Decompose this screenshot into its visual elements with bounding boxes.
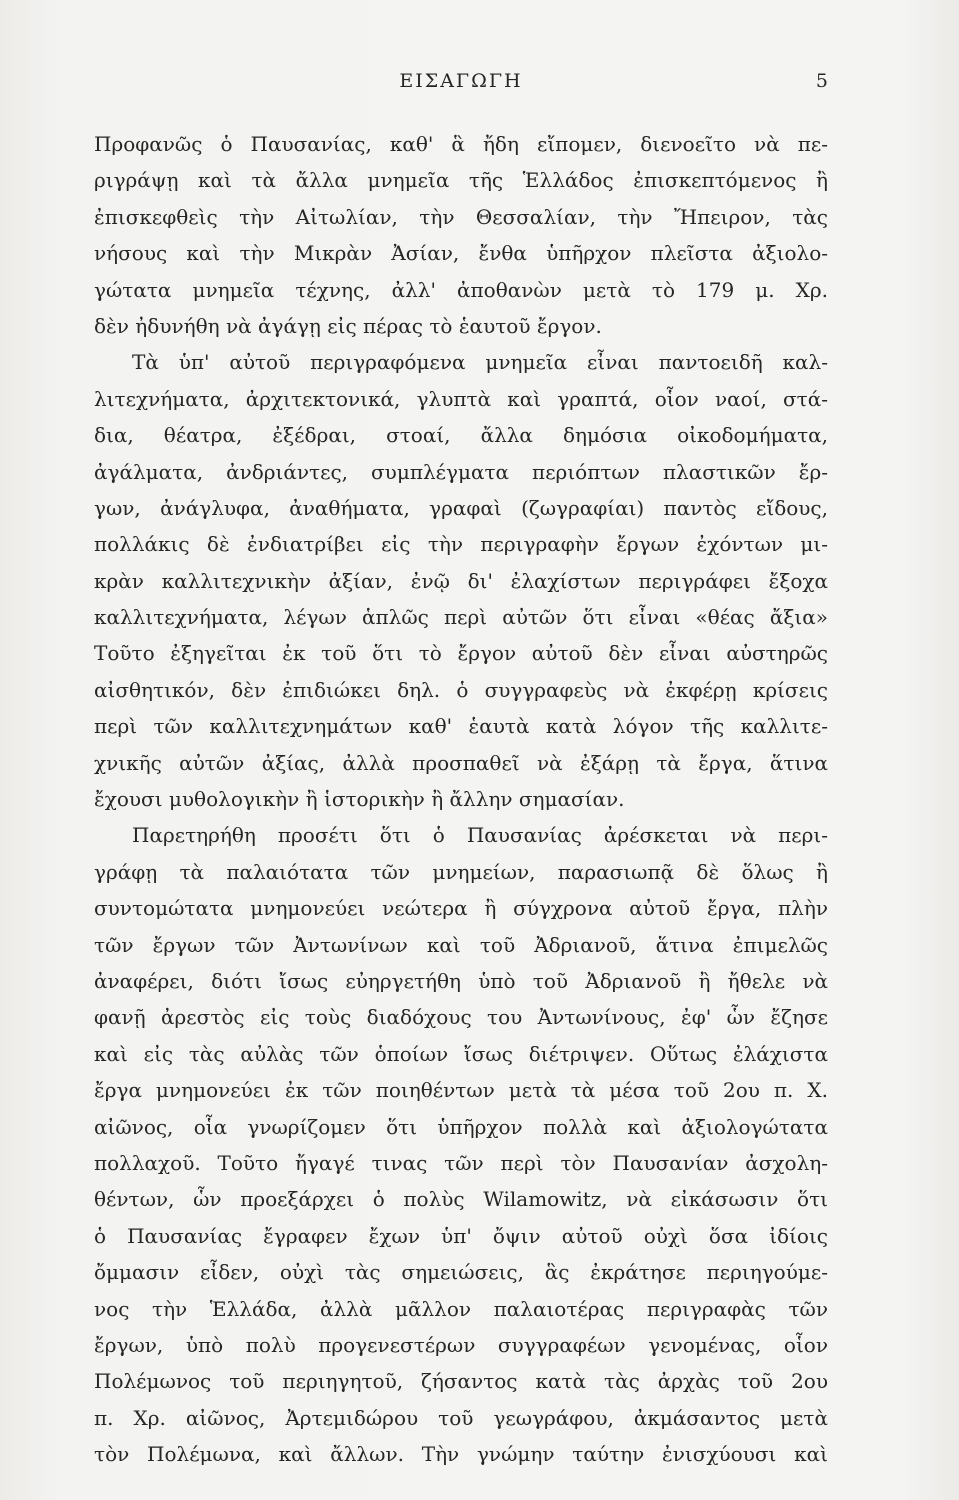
text-line: ἀναφέρει, διότι ἴσως εὐηργετήθη ὑπὸ τοῦ Ἀδριανοῦ ἢ ἤθελε νὰ	[94, 968, 828, 993]
text-line: Παρετηρήθη προσέτι ὅτι ὁ Παυσανίας ἀρέσκεται νὰ περι-	[132, 823, 828, 848]
text-line: αἰσθητικόν, δὲν ἐπιδιώκει δηλ. ὁ συγγραφεὺς νὰ ἐκφέρῃ κρίσεις	[94, 677, 828, 702]
text-line: περὶ τῶν καλλιτεχνημάτων καθ' ἑαυτὰ κατὰ λόγον τῆς καλλιτε-	[94, 714, 828, 739]
text-line: γράφῃ τὰ παλαιότατα τῶν μνημείων, παρασιωπᾷ δὲ ὅλως ἢ	[94, 859, 828, 884]
text-line: τὸν Πολέμωνα, καὶ ἄλλων. Τὴν γνώμην ταύτην ἐνισχύουσι καὶ	[94, 1442, 828, 1467]
body-text	[94, 126, 828, 1472]
text-line: Τὰ ὑπ' αὐτοῦ περιγραφόμενα μνημεῖα εἶναι παντοειδῆ καλ-	[132, 350, 828, 375]
text-line: κρὰν καλλιτεχνικὴν ἀξίαν, ἐνῷ δι' ἐλαχίστων περιγράφει ἔξοχα	[94, 568, 828, 593]
page-number: 5	[815, 70, 828, 92]
text-line: ὁ Παυσανίας ἔγραφεν ἔχων ὑπ' ὄψιν αὐτοῦ οὐχὶ ὅσα ἰδίοις	[94, 1223, 828, 1248]
text-line: Πολέμωνος τοῦ περιηγητοῦ, ζήσαντος κατὰ τὰς ἀρχὰς τοῦ 2ου	[94, 1369, 828, 1394]
text-line: ὄμμασιν εἶδεν, οὐχὶ τὰς σημειώσεις, ἃς ἐκράτησε περιηγούμε-	[94, 1260, 828, 1285]
running-head	[94, 70, 828, 100]
text-line: πολλάκις δὲ ἐνδιατρίβει εἰς τὴν περιγραφὴν ἔργων ἐχόντων μι-	[94, 532, 828, 557]
text-line: καλλιτεχνήματα, λέγων ἁπλῶς περὶ αὐτῶν ὅτι εἶναι «θέας ἄξια»	[94, 605, 828, 630]
text-line: γώτατα μνημεῖα τέχνης, ἀλλ' ἀποθανὼν μετὰ τὸ 179 μ. Χρ.	[94, 277, 828, 302]
text-line: αἰῶνος, οἷα γνωρίζομεν ὅτι ὑπῆρχον πολλὰ καὶ ἀξιολογώτατα	[94, 1114, 828, 1139]
header-title: ΕΙΣΑΓΩΓΗ	[399, 70, 523, 92]
text-line: νήσους καὶ τὴν Μικρὰν Ἀσίαν, ἔνθα ὑπῆρχον πλεῖστα ἀξιολο-	[94, 241, 828, 266]
text-line: ἔργων, ὑπὸ πολὺ προγενεστέρων συγγραφέων γενομένας, οἷον	[94, 1332, 828, 1357]
text-line: χνικῆς αὐτῶν ἀξίας, ἀλλὰ προσπαθεῖ νὰ ἐξάρῃ τὰ ἔργα, ἅτινα	[94, 750, 828, 775]
text-line: Προφανῶς ὁ Παυσανίας, καθ' ἃ ἤδη εἴπομεν, διενοεῖτο νὰ πε-	[94, 132, 828, 156]
text-line: φανῇ ἀρεστὸς εἰς τοὺς διαδόχους του Ἀντωνίνους, ἐφ' ὧν ἔζησε	[94, 1005, 828, 1030]
text-line: λιτεχνήματα, ἀρχιτεκτονικά, γλυπτὰ καὶ γραπτά, οἷον ναοί, στά-	[94, 386, 828, 411]
text-line: ἐπισκεφθεὶς τὴν Αἰτωλίαν, τὴν Θεσσαλίαν, τὴν Ἤπειρον, τὰς	[94, 204, 828, 229]
text-line: δὲν ἠδυνήθη νὰ ἀγάγῃ εἰς πέρας τὸ ἑαυτοῦ ἔργον.	[94, 313, 602, 338]
text-line: ἔχουσι μυθολογικὴν ἢ ἱστορικὴν ἢ ἄλλην σημασίαν.	[94, 787, 625, 812]
text-line: θέντων, ὧν προεξάρχει ὁ πολὺς Wilamowitz, νὰ εἰκάσωσιν ὅτι	[94, 1187, 828, 1212]
text-line: πολλαχοῦ. Τοῦτο ἤγαγέ τινας τῶν περὶ τὸν Παυσανίαν ἀσχολη-	[94, 1150, 828, 1175]
text-line: νος τὴν Ἑλλάδα, ἀλλὰ μᾶλλον παλαιοτέρας περιγραφὰς τῶν	[94, 1296, 828, 1321]
text-line: δια, θέατρα, ἐξέδραι, στοαί, ἄλλα δημόσια οἰκοδομήματα,	[94, 423, 828, 448]
text-line: συντομώτατα μνημονεύει νεώτερα ἢ σύγχρονα αὐτοῦ ἔργα, πλὴν	[94, 896, 828, 921]
text-line: π. Χρ. αἰῶνος, Ἀρτεμιδώρου τοῦ γεωγράφου, ἀκμάσαντος μετὰ	[94, 1405, 828, 1430]
text-line: καὶ εἰς τὰς αὐλὰς τῶν ὁποίων ἴσως διέτριψεν. Οὕτως ἐλάχιστα	[94, 1041, 828, 1066]
text-line: ριγράψῃ καὶ τὰ ἄλλα μνημεῖα τῆς Ἑλλάδος ἐπισκεπτόμενος ἢ	[94, 168, 828, 193]
text-line: τῶν ἔργων τῶν Ἀντωνίνων καὶ τοῦ Ἀδριανοῦ, ἅτινα ἐπιμελῶς	[94, 932, 828, 957]
text-line: ἀγάλματα, ἀνδριάντες, συμπλέγματα περιόπτων πλαστικῶν ἔρ-	[94, 459, 828, 484]
text-line: γων, ἀνάγλυφα, ἀναθήματα, γραφαὶ (ζωγραφίαι) παντὸς εἴδους,	[94, 495, 828, 520]
text-line: ἔργα μνημονεύει ἐκ τῶν ποιηθέντων μετὰ τὰ μέσα τοῦ 2ου π. Χ.	[94, 1078, 828, 1103]
text-line: Τοῦτο ἐξηγεῖται ἐκ τοῦ ὅτι τὸ ἔργον αὐτοῦ δὲν εἶναι αὐστηρῶς	[94, 641, 828, 666]
